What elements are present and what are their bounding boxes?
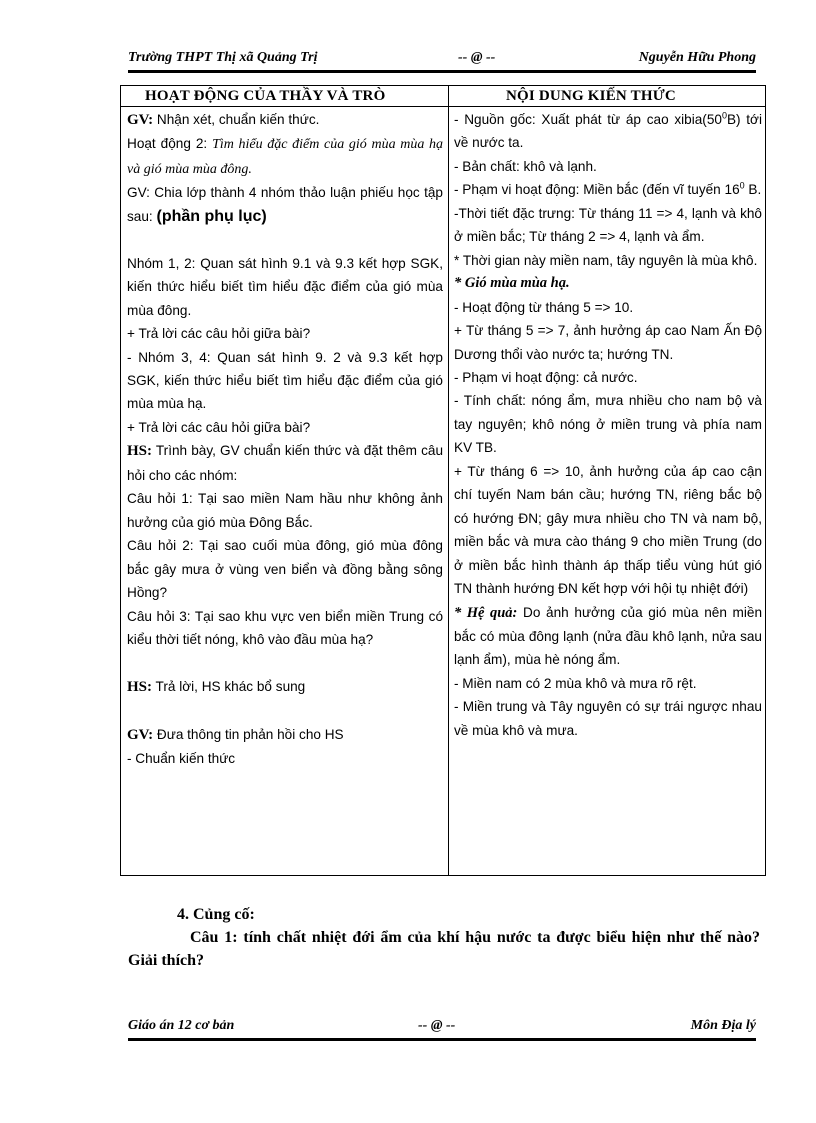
activity-line: + Trả lời các câu hỏi giữa bài?: [127, 419, 311, 435]
spacer: [127, 651, 443, 674]
spacer: [127, 228, 443, 251]
footer-subject: Môn Địa lý: [690, 1018, 756, 1033]
content-line: - Phạm vi hoạt động: cả nước.: [454, 369, 638, 385]
activity-line: HS: Trình bày, GV chuẩn kiến thức và đặt thêm câu hỏi cho các nhóm:: [127, 443, 443, 483]
content-line: - Hoạt động từ tháng 5 => 10.: [454, 299, 634, 315]
header-separator: -- @ --: [458, 50, 496, 65]
content-line: * Thời gian này miền nam, tây nguyên là mùa khô.: [454, 252, 758, 268]
spacer: [127, 699, 443, 722]
content-line: - Miền trung và Tây nguyên có sự trái ngược nhau về mùa khô và mưa.: [454, 699, 762, 738]
consolidation-section: [128, 903, 760, 972]
table-header-row: [121, 86, 765, 107]
col-right-title: NỘI DUNG KIẾN THỨC: [506, 88, 676, 104]
content-line: - Tính chất: nóng ẩm, mưa nhiều cho nam bộ và tay nguyên; khô nóng ở miền trung và phía nam KV TB.: [454, 393, 762, 456]
content-subheading: * Gió mùa mùa hạ.: [454, 275, 570, 292]
column-divider: [448, 86, 449, 875]
content-line: -Thời tiết đặc trưng: Từ tháng 11 => 4, lạnh và khô ở miền bắc; Từ tháng 2 => 4, lạnh và ẩm.: [454, 205, 762, 245]
activity-line: + Trả lời các câu hỏi giữa bài?: [127, 326, 311, 342]
activity-line: GV: Chia lớp thành 4 nhóm thảo luận phiếu học tập sau: (phần phụ lục): [127, 185, 443, 225]
header-author: Nguyễn Hữu Phong: [638, 50, 756, 65]
activity-line: - Nhóm 3, 4: Quan sát hình 9. 2 và 9.3 kết hợp SGK, kiến thức hiểu biết tìm hiểu đặc điểm của gió mùa mùa hạ.: [127, 349, 443, 412]
activity-line: GV: Nhận xét, chuẩn kiến thức.: [127, 112, 320, 128]
activity-line: GV: Đưa thông tin phản hồi cho HS: [127, 726, 344, 743]
footer-separator: -- @ --: [418, 1018, 456, 1033]
content-line: * Hệ quả: Do ảnh hưởng của gió mùa nên miền bắc có mùa đông lạnh (nửa đầu khô lạnh, nửa sau lạnh ẩm), mùa hè nóng ẩm.: [454, 604, 763, 668]
content-line: - Phạm vi hoạt động: Miền bắc (đến vĩ tuyến $16^0$ B.: [454, 180, 762, 198]
activity-line: Nhóm 1, 2: Quan sát hình 9.1 và 9.3 kết hợp SGK, kiến thức hiểu biết tìm hiểu đặc điểm của gió mùa mùa đông.: [127, 255, 443, 318]
page-footer: [128, 1018, 756, 1039]
content-line: + Từ tháng 5 => 7, ảnh hưởng áp cao Nam Ấn Độ Dương thổi vào nước ta; hướng TN.: [454, 323, 762, 362]
content-line: - Miền nam có 2 mùa khô và mưa rõ rệt.: [454, 675, 697, 691]
activity-line: Hoạt động 2: Tìm hiểu đặc điểm của gió mùa mùa hạ và gió mùa mùa đông.: [127, 136, 443, 177]
activity-line: - Chuẩn kiến thức: [127, 751, 236, 767]
activity-line: HS: Trả lời, HS khác bổ sung: [127, 678, 306, 695]
activity-line: Câu hỏi 3: Tại sao khu vực ven biển miền Trung có kiểu thời tiết nóng, khô vào đầu mùa hạ?: [127, 608, 443, 647]
review-question: Câu 1: tính chất nhiệt đới ẩm của khí hậu nước ta được biểu hiện như thế nào? Giải thích?: [128, 929, 760, 969]
content-line: + Từ tháng 6 => 10, ảnh hưởng của áp cao cận chí tuyến Nam bán cầu; hướng TN, riêng bắc bộ có hướng ĐN; gây mưa nhiều cho TN và nam bộ, miền bắc và mưa cào tháng 9 cho miền Trung (do ở miền bắc hình thành áp thấp tiểu vùng hút gió TN thành hướng ĐN kết hợp với hội tụ nhiệt đới): [454, 463, 762, 597]
col-left-title: HOẠT ĐỘNG CỦA THẦY VÀ TRÒ: [145, 88, 386, 104]
knowledge-content: [454, 108, 762, 742]
lesson-table: [120, 85, 766, 876]
section-title: 4. Củng cố:: [177, 906, 255, 923]
footer-course: Giáo án 12 cơ bản: [128, 1018, 235, 1033]
content-line: - Nguồn gốc: Xuất phát từ áp cao $xibia(50^0B)$ tới về nước ta.: [454, 110, 762, 151]
teacher-student-activities: [127, 108, 443, 771]
activity-line: Câu hỏi 1: Tại sao miền Nam hầu như không ảnh hưởng của gió mùa Đông Bắc.: [127, 491, 443, 530]
header-school: Trường THPT Thị xã Quảng Trị: [128, 50, 318, 65]
content-line: - Bản chất: khô và lạnh.: [454, 158, 597, 174]
page-header: [128, 50, 756, 71]
activity-line: Câu hỏi 2: Tại sao cuối mùa đông, gió mùa đông bắc gây mưa ở vùng ven biển và đồng bằng sông Hồng?: [127, 538, 443, 601]
